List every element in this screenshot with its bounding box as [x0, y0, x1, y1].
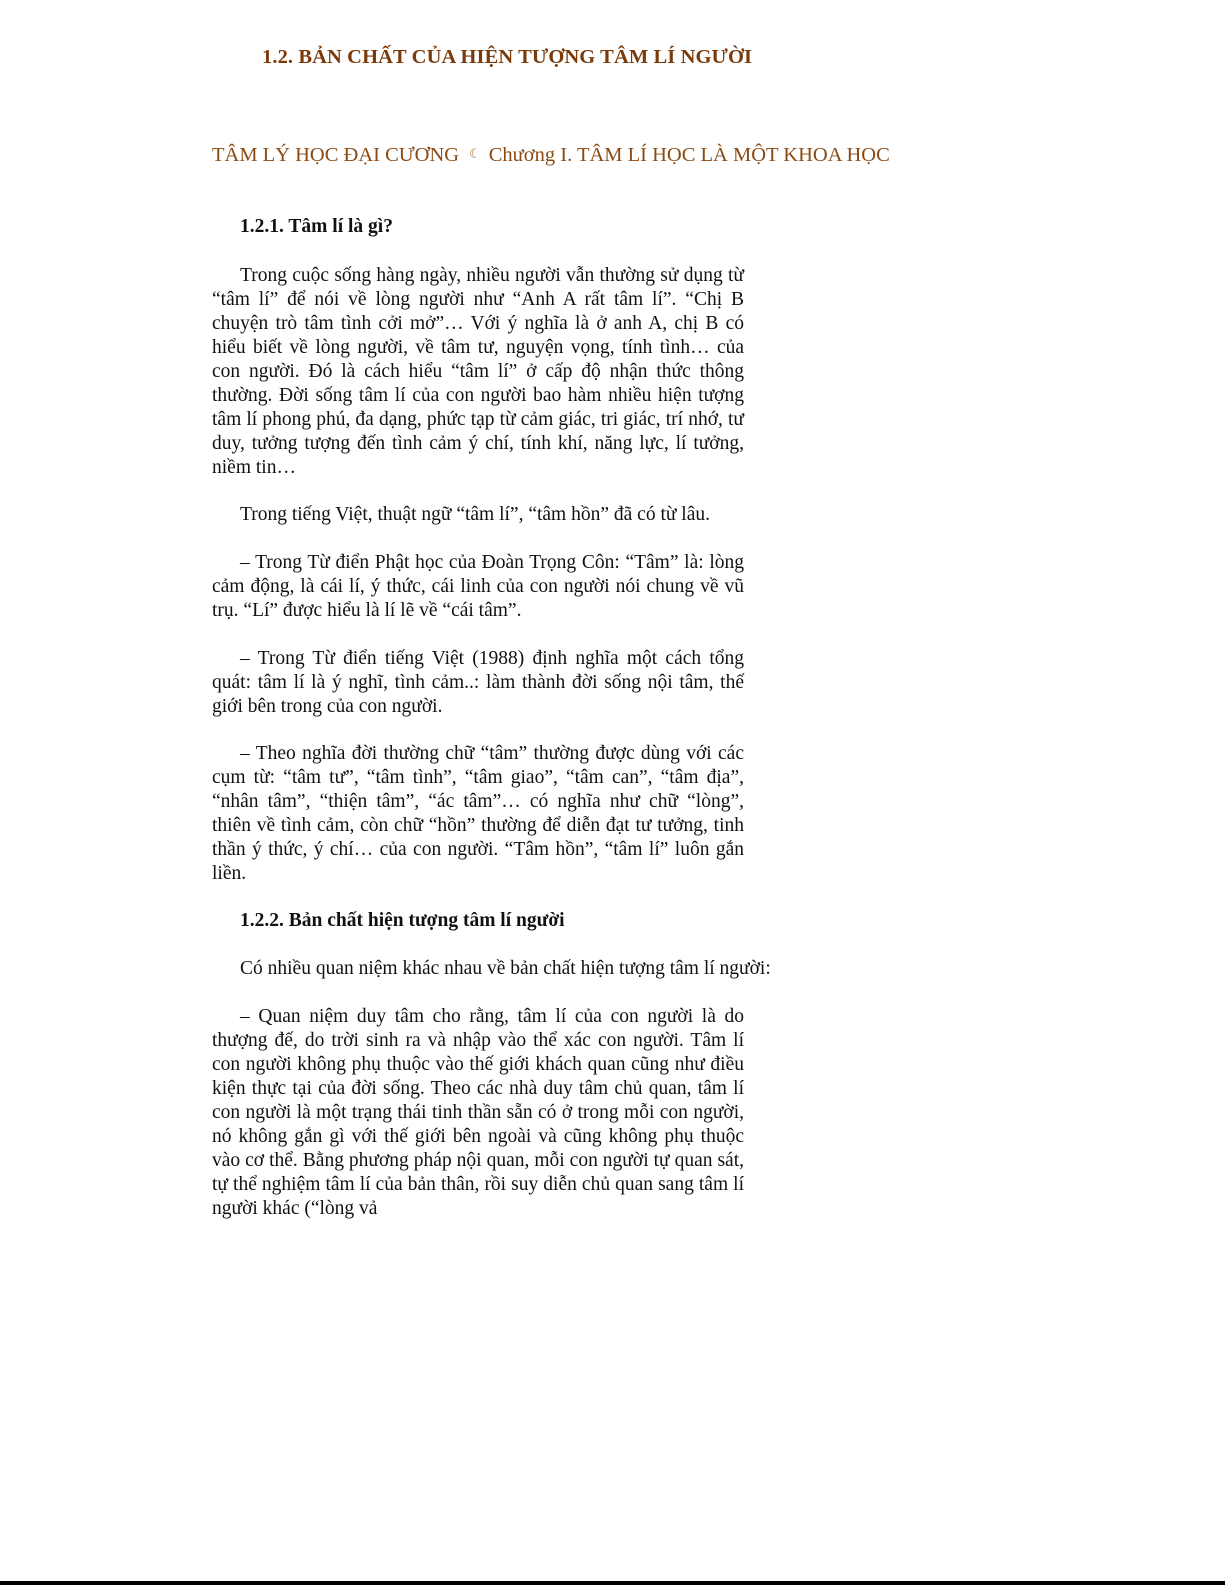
paragraph-tu-dien-tieng-viet: – Trong Từ điển tiếng Việt (1988) định nghĩa một cách tổng quát: tâm lí là ý nghĩ, tình cảm..: làm thành đời sống nội tâm, thế giới bên trong của con người.	[212, 648, 744, 717]
page-bottom-border	[0, 1581, 1225, 1585]
section-title: 1.2. BẢN CHẤT CỦA HIỆN TƯỢNG TÂM LÍ NGƯỜI	[262, 46, 753, 68]
paragraph-tu-dien-phat-hoc: – Trong Từ điển Phật học của Đoàn Trọng Côn: “Tâm” là: lòng cảm động, là cái lí, ý thức, cái linh của con người nói chung về vũ trụ. “Lí” được hiểu là lí lẽ về “cái tâm”.	[212, 552, 744, 621]
paragraph-quan-niem-intro: Có nhiều quan niệm khác nhau về bản chất hiện tượng tâm lí người:	[240, 958, 771, 979]
subsection-heading-1-2-1: 1.2.1. Tâm lí là gì?	[240, 216, 393, 237]
running-header-chapter: Chương I. TÂM LÍ HỌC LÀ MỘT KHOA HỌC	[488, 144, 890, 166]
crescent-icon: ☾	[469, 146, 481, 161]
paragraph-quan-niem-duy-tam: – Quan niệm duy tâm cho rằng, tâm lí của con người là do thượng đế, do trời sinh ra và nhập vào thể xác con người. Tâm lí con người không phụ thuộc vào thế giới khách quan cũng như điều kiện thực tại của đời sống. Theo các nhà duy tâm chủ quan, tâm lí con người là một trạng thái tinh thần sẵn có ở trong mỗi con người, nó không gắn gì với thế giới bên ngoài và cũng không phụ thuộc vào cơ thể. Bằng phương pháp nội quan, mỗi con người tự quan sát, tự thể nghiệm tâm lí của bản thân, rồi suy diễn chủ quan sang tâm lí người khác (“lòng vả	[212, 1006, 744, 1219]
paragraph-nghia-doi-thuong: – Theo nghĩa đời thường chữ “tâm” thường được dùng với các cụm từ: “tâm tư”, “tâm tình”, “tâm giao”, “tâm can”, “tâm địa”, “nhân tâm”, “thiện tâm”, “ác tâm”… có nghĩa như chữ “lòng”, thiên về tình cảm, còn chữ “hồn” thường để diễn đạt tư tưởng, tinh thần ý thức, ý chí… của con người. “Tâm hồn”, “tâm lí” luôn gắn liền.	[212, 743, 744, 884]
paragraph-tam-li-everyday: Trong cuộc sống hàng ngày, nhiều người vẫn thường sử dụng từ “tâm lí” để nói về lòng người như “Anh A rất tâm lí”. “Chị B chuyện trò tâm tình cởi mở”… Với ý nghĩa là ở anh A, chị B có hiểu biết về lòng người, về tâm tư, nguyện vọng, tính tình… của con người. Đó là cách hiểu “tâm lí” ở cấp độ nhận thức thông thường. Đời sống tâm lí của con người bao hàm nhiều hiện tượng tâm lí phong phú, đa dạng, phức tạp từ cảm giác, tri giác, trí nhớ, tư duy, tưởng tượng đến tình cảm ý chí, tính khí, năng lực, lí tưởng, niềm tin…	[212, 265, 744, 478]
running-header	[212, 144, 890, 167]
subsection-heading-1-2-2: 1.2.2. Bản chất hiện tượng tâm lí người	[240, 910, 565, 931]
running-header-book: TÂM LÝ HỌC ĐẠI CƯƠNG	[212, 144, 460, 166]
paragraph-tieng-viet: Trong tiếng Việt, thuật ngữ “tâm lí”, “tâm hồn” đã có từ lâu.	[240, 504, 710, 525]
